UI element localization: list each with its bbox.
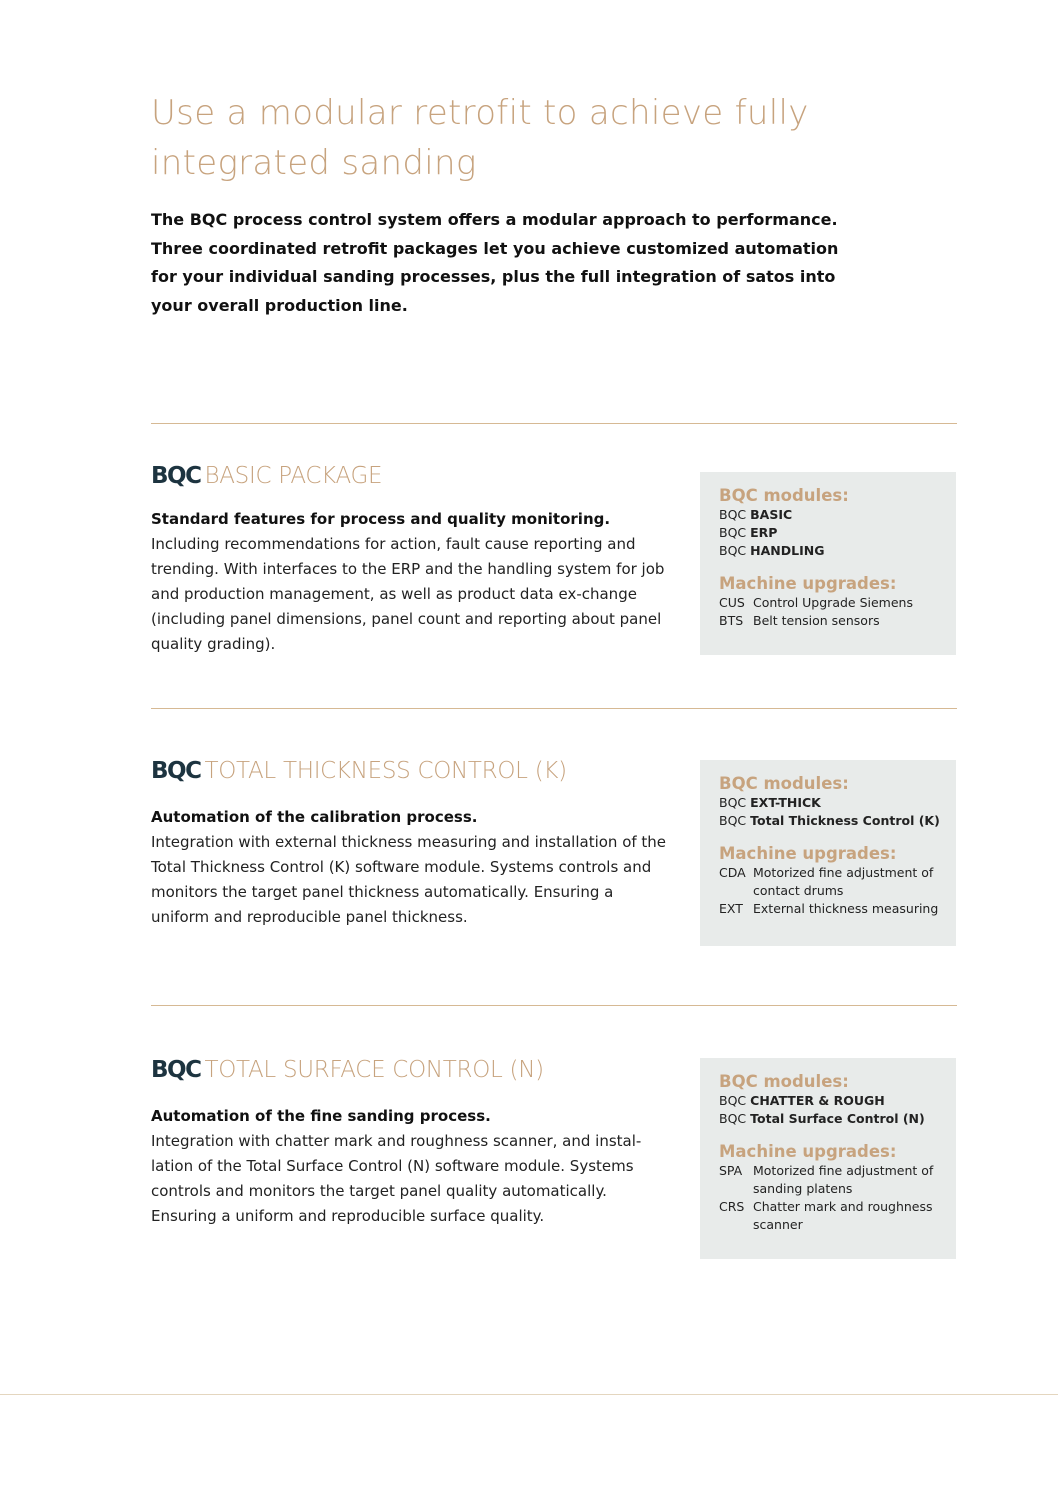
upgrade-item: SPA Motorized fine adjustment of sanding platens	[719, 1163, 934, 1196]
module-item: BQC BASIC	[719, 507, 793, 522]
upgrades-heading: Machine upgrades:	[719, 574, 897, 593]
section-body-basic	[151, 507, 671, 657]
section-heading-thickness	[151, 758, 567, 784]
upgrades-heading: Machine upgrades:	[719, 1142, 897, 1161]
section-divider	[151, 708, 957, 709]
section-heading-surface	[151, 1057, 544, 1083]
section-divider	[151, 1005, 957, 1006]
section-lead: Automation of the fine sanding process.	[151, 1107, 491, 1125]
upgrade-item: CRS Chatter mark and roughness scanner	[719, 1199, 933, 1232]
module-item: BQC EXT-THICK	[719, 795, 821, 810]
footer-divider	[0, 1394, 1058, 1395]
upgrade-item: EXT External thickness measuring	[719, 901, 939, 916]
section-name: BASIC PACKAGE	[204, 463, 383, 489]
module-item: BQC CHATTER & ROUGH	[719, 1093, 885, 1108]
modules-heading: BQC modules:	[719, 774, 849, 793]
upgrade-item: CDA Motorized fine adjustment of contact drums	[719, 865, 934, 898]
section-name: TOTAL THICKNESS CONTROL (K)	[204, 758, 567, 784]
brand-label: BQC	[151, 1057, 201, 1083]
section-text: Integration with chatter mark and roughness scanner, and instal-lation of the Total Surface Control (N) software module. Systems controls and monitors the target panel quality automatically. Ensuring a uniform and reproducible surface quality.	[151, 1132, 642, 1225]
page-title: Use a modular retrofit to achieve fully integrated sanding	[151, 93, 809, 183]
modules-box-thickness	[700, 760, 956, 946]
section-heading-basic	[151, 463, 382, 489]
section-lead: Standard features for process and quality monitoring.	[151, 510, 611, 528]
section-divider	[151, 423, 957, 424]
brand-label: BQC	[151, 758, 201, 784]
section-body-thickness	[151, 805, 671, 930]
modules-box-surface	[700, 1058, 956, 1259]
modules-heading: BQC modules:	[719, 486, 849, 505]
brand-label: BQC	[151, 463, 201, 489]
section-text: Integration with external thickness measuring and installation of the Total Thickness Control (K) software module. Systems controls and monitors the target panel thickness automatically. Ensuring a uniform and reproducible panel thickness.	[151, 833, 667, 926]
modules-heading: BQC modules:	[719, 1072, 849, 1091]
upgrade-item: BTS Belt tension sensors	[719, 613, 880, 628]
upgrade-item: CUS Control Upgrade Siemens	[719, 595, 913, 610]
upgrades-heading: Machine upgrades:	[719, 844, 897, 863]
section-lead: Automation of the calibration process.	[151, 808, 478, 826]
module-item: BQC HANDLING	[719, 543, 825, 558]
module-item: BQC Total Thickness Control (K)	[719, 813, 940, 828]
intro-paragraph: The BQC process control system offers a modular approach to performance. Three coordinated retrofit packages let you achieve customized automation for your individual sanding processes, plus the full integration of satos into your overall production line.	[151, 210, 839, 315]
modules-box-basic	[700, 472, 956, 655]
section-body-surface	[151, 1104, 671, 1229]
module-item: BQC ERP	[719, 525, 778, 540]
section-text: Including recommendations for action, fault cause reporting and trending. With interfaces to the ERP and the handling system for job and production management, as well as product data ex-change (including panel dimensions, panel count and reporting about panel quality grading).	[151, 535, 665, 653]
section-name: TOTAL SURFACE CONTROL (N)	[204, 1057, 544, 1083]
module-item: BQC Total Surface Control (N)	[719, 1111, 925, 1126]
